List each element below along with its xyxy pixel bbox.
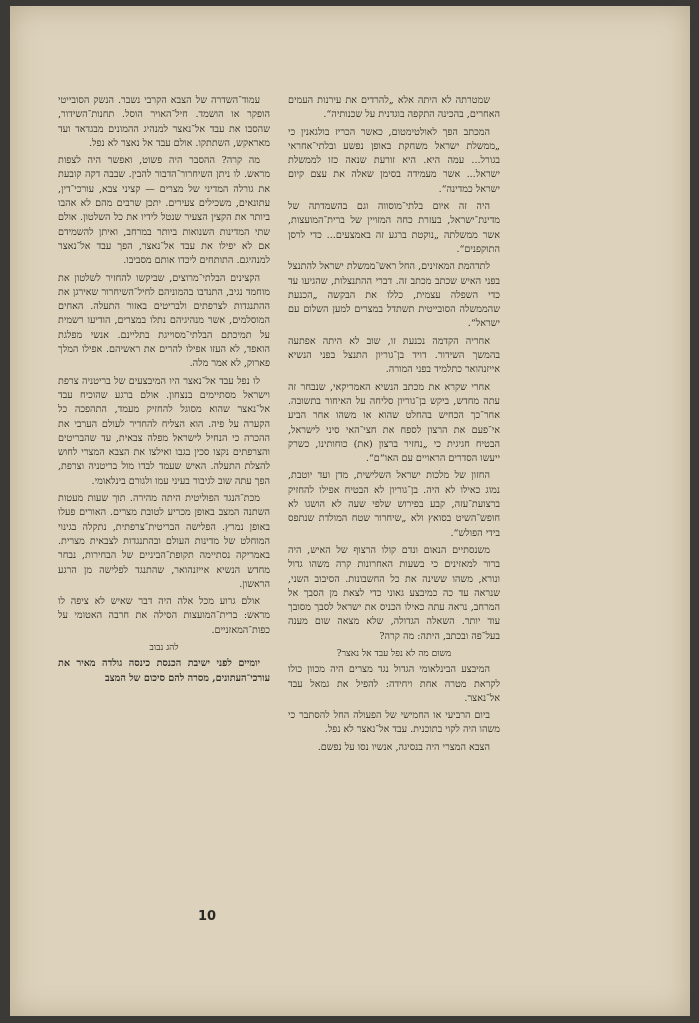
magazine-page xyxy=(10,6,690,1016)
paragraph: אחריה הקדמה נכנעת זו, שוב לא היתה אפתעה בהמשך השידור. דויד בן־גוריון התנצל בפני הנשיא אייזנהואר כתלמיד בפני המורה. xyxy=(288,335,500,376)
text-column-right xyxy=(288,94,500,758)
paragraph: לו נפל עבד אל־נאצר היו המיבצעים של בריטניה צרפת וישראל מסתיימים בנצחון. אולם ברגע שהוכיח עבד אל־נאצר שהוא מסוגל להחזיק מעמד, התהפכה כל הקערה על פיה. הוא הצליח להחדיר לעולם הערבי את ההכרה כי הנחיל לישראל מפלה צבאית, עד שהבריטים והצרפתים נקצו סכין בגבו ואילצו את הצבא המצרי לחוש להצלת התעלה. האיש שעמד לבדו מול בריטניה וצרפת, הפך עתה שוב לגיבור בעיני עמו ולגורם בינלאומי. xyxy=(58,375,270,487)
paragraph: מה קרה? ההסבר היה פשוט, ואפשר היה לצפות מראש. לו ניתן השיחרור־הדבור להבין. שבבה דקה קובעת את גורלה המדיני של מצרים — קציני צבא, עורכי־דין, עתונאים, משכילים צעירים. יתכן שרבים מהם לא אהבו ביותר את הקצין הצעיר שנטל לידיו את כל השלטון. אולם שתי המדינות השנואות ביותר במרחב, ואיתן להשמידם אם לא יפילו את עבד אל־נאצר, הפך עבד אל־נאצר למנהיגם. התותחים ליכדו אותם מסביבו. xyxy=(58,155,270,267)
paragraph: הצבא המצרי היה בנסיגה, אנשיו נסו על נפשם. xyxy=(317,741,490,753)
paragraph: המכתב הפך לאולטימטום, כאשר הכריז בולגאנין כי „ממשלת ישראל משחקת באופן נפשע ובלתי־אחראי בגורל... עמה היא. היא זורעת שנאה כזו לממשלת ישראל... אשר מעמידה בסימן שאלה את עצם קיום ישראל כמדינה“. xyxy=(288,126,500,195)
page-number: 10 xyxy=(198,909,217,924)
paragraph: יומיים לפני ישיבת הכנסת כינסה גולדה מאיר את עורכי־העתונים, מסרה להם סיכום של המצב xyxy=(58,658,270,684)
paragraph: מכת־הנגד הפוליטית היתה מהירה. תוך שעות מעטות השתנה המצב באופן מכריע לטובת מצרים. האורים פעלו באופן נמרץ. הפלישה הבריטית־צרפתית, נתקלה בגינוי המוחלט של מדינות העולם ובהתנגדות לצבאית מצרית. באמריקה נסתיימה תקופת־הביניים של הבחירות, נבחר מחדש הנשיא אייזנהואר, שהתנגד לפלישה מן הרגע הראשון. xyxy=(58,493,270,590)
paragraph: משנסתיים הנאום ונדם קולו הרצוף של האיש, היה ברור למאזינים כי בשעות האחרונות קרה משהו גדול ונורא, משהו ששינה את כל החשבונות. הסיבוב השני, שנראה עד כה כמיבצע גאוני כדי לצאת מן הסבך אל המרחב, נראה עתה כאילו הכניס את ישראל לסבך מסובך עוד יותר. השאלה הגדולה, שלא מצאה שום מענה בעל־פה ובכתב, היתה: מה קרה? xyxy=(288,544,500,642)
section-heading: להג נבוב xyxy=(149,642,179,653)
paragraph: המיבצע הבינלאומי הגדול נגד מצרים היה מכוון כולו לקראת מטרה אחת ויחידה: להפיל את גמאל עבד אל־נאצר. xyxy=(288,664,500,704)
text-column-left xyxy=(58,94,270,689)
paragraph: אולם גרוע מכל אלה היה דבר שאיש לא ציפה לו מראש: ברית־המועצות הסילה את חרבה האטומי על כפות־המאזניים. xyxy=(58,596,270,636)
section-heading: משום מה לא נפל עבד אל נאצר? xyxy=(336,648,452,659)
paragraph: ביום הרביעי או החמישי של הפעולה החל להסתבר כי משהו היה לקוי בתוכנית. עבד אל־נאצר לא נפל. xyxy=(288,710,500,736)
paragraph: הקצינים הבלתי־מרוצים, שביקשו להחזיר לשלטון את מוחמד נגיב, התנדבו בהמוניהם לחיל־השיחרור שאירגן את ההתנגדות לצרפתים ולבריטים באזור התעלה. האחים המוסלמים, אשר מנהיגיהם נתלו במצרים, הודיעו רשמית על תמיכתם הבלתי־מסוייגת בתליינם. אנשי מפלגת הואפד, לא העזו אפילו להרים את ראשיהם. אפילו המלך פארוק, לא אמר מלה. xyxy=(58,272,270,370)
paragraph: היה זה איום בלתי־מוסווה וגם בהשמדתה של מדינת־ישראל, בעזרת כחה המזויין של ברית־המועצות, אשר ממשלתה „נוקטת ברגע זה באמצעים... כדי לרסן התוקפנים“. xyxy=(288,201,500,255)
paragraph: שמטרתה לא היתה אלא „להרדים את עירנות העמים האחרים, בהכינה התקפה בוגדנית על שכנותיה“. xyxy=(288,95,500,121)
paragraph: עמוד־השדרה של הצבא הקרבי נשבר. הנשק הסובייטי הופקר או הושמד. חיל־האויר הוסל. תחנות־השידור, שהסבו את עבד אל־נאצר למנהיג ההמונים מבגדאד ועד מאראקש, השתתקו. אולם עבד אל נאצר לא נפל. xyxy=(58,95,270,149)
paragraph: החזון של מלכות ישראל השלישית, מדן ועד יוטבת, נמוג כאילו לא היה. בן־גוריון לא הבטיח אפילו להחזיק ברצועת־עזה, קבע בפירוש שלפי שעה לא הושגו לא חופש־השיט בסואץ ולא „שיחרור שטח המולדת שנתפס בידי הפולש“. xyxy=(288,470,500,539)
paragraph: לתדהמת המאזינים, החל ראש־ממשלת ישראל להתנצל בפני האיש שכתב מכתב זה. דברי ההתנצלות, שהגיעו עד כדי השפלה עצמית, כללו את הבקשה „הכנעת שהממשלה הסובייטית תשתדל במצרים למען השלום עם ישראל“. xyxy=(288,261,500,330)
paragraph: אחרי שקרא את מכתב הנשיא האמריקאי, שנבחר זה עתה מחדש, ביקש בן־גוריון סליחה על האיחור בתשובה. אחר־כך הכחיש בהחלט שהוא או משהו אחר הביע אי־פעם את הרצון לספח את חצי־האי סיני לישראל, הבטיח חגיגית כי „נחזיר ברצון (את) כוחותינו, כשרק ייעשו הסדרים הראויים עם האו“ם“. xyxy=(288,381,500,465)
